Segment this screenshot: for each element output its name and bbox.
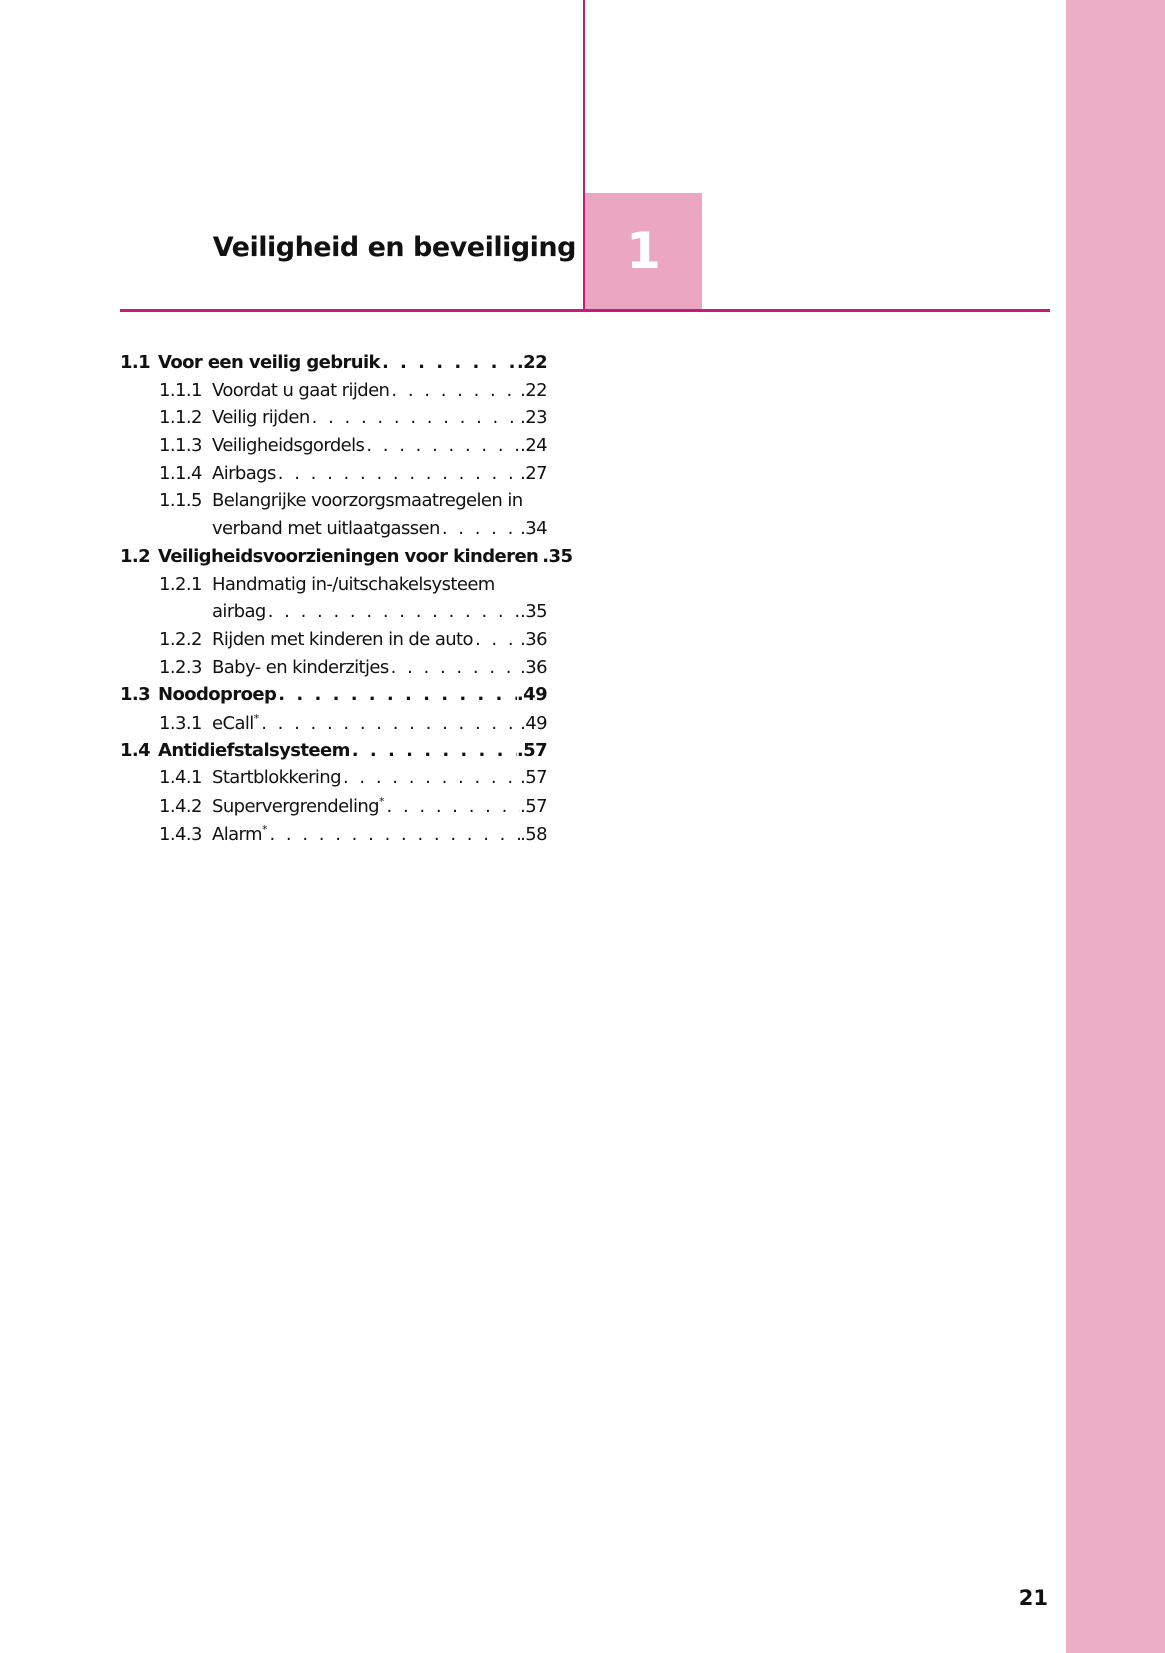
toc-entry-label: Supervergrendeling: [212, 796, 379, 817]
dot-leader: [389, 657, 521, 678]
toc-entry-page: .35: [520, 601, 547, 623]
optional-equipment-marker: *: [379, 795, 385, 808]
toc-entry-label: eCall: [212, 712, 254, 734]
chapter-number-box: [585, 193, 702, 309]
optional-equipment-marker: *: [253, 711, 260, 725]
toc-entry-number: 1.1.5: [159, 490, 202, 512]
toc-entry-label-continued: airbag: [212, 601, 266, 623]
toc-entry-1-1-3[interactable]: [120, 435, 547, 463]
toc-entry-label: Alarm: [212, 823, 262, 845]
toc-entry-label: Belangrijke voorzorgsmaatregelen in: [212, 490, 523, 512]
toc-entry-1-1-5[interactable]: [120, 490, 547, 518]
toc-entry-number: 1.2.3: [159, 656, 202, 678]
toc-entry-1-1-5-continued[interactable]: [120, 518, 547, 546]
toc-entry-page: .36: [520, 628, 547, 650]
toc-entry-1-4-3[interactable]: [120, 823, 547, 851]
toc-entry-number: 1.4.3: [159, 823, 202, 845]
toc-entry-label: Voordat u gaat rijden: [212, 379, 390, 401]
toc-entry-1-1-2[interactable]: [120, 407, 547, 435]
toc-entry-number: 1.3: [120, 684, 151, 706]
toc-entry-number: 1.1.3: [159, 435, 202, 457]
toc-entry-label: Veilig rijden: [212, 407, 310, 429]
toc-entry-number: 1.1.4: [159, 462, 202, 484]
toc-entry-1-2-1[interactable]: [120, 574, 547, 602]
toc-entry-1-2[interactable]: [120, 545, 573, 574]
toc-entry-number: 1.1.1: [159, 379, 202, 401]
dot-leader: [259, 713, 520, 734]
dot-leader: [380, 352, 517, 373]
toc-entry-page: .49: [520, 712, 547, 734]
toc-entry-number: 1.4: [120, 739, 151, 761]
toc-entry-1-1[interactable]: [120, 352, 547, 380]
toc-entry-number: 1.1.2: [159, 407, 202, 429]
toc-entry-1-4-1[interactable]: [120, 767, 547, 795]
dot-leader: [350, 740, 517, 761]
toc-entry-number: 1.2.1: [159, 573, 202, 595]
toc-entry-page: .36: [520, 656, 547, 678]
toc-entry-number: 1.2: [120, 545, 151, 567]
toc-entry-label: Handmatig in-/uitschakelsysteem: [212, 573, 495, 595]
toc-entry-1-4-2[interactable]: [120, 795, 547, 823]
toc-entry-page: .22: [520, 379, 547, 401]
toc-entry-page: .49: [516, 684, 547, 706]
toc-entry-1-3[interactable]: [120, 684, 547, 712]
toc-entry-label: Startblokkering: [212, 767, 341, 789]
toc-entry-page: .57: [516, 739, 547, 761]
toc-entry-page: .27: [520, 462, 547, 484]
toc-entry-number: 1.1: [120, 352, 151, 373]
toc-entry-page: .24: [520, 435, 547, 457]
toc-entry-number: 1.4.1: [159, 767, 202, 789]
toc-entry-label: Veiligheidsvoorzieningen voor kinderen: [158, 545, 539, 567]
toc-entry-label: Rijden met kinderen in de auto: [212, 628, 473, 650]
toc-entry-1-3-1[interactable]: [120, 712, 547, 740]
toc-entry-label: Veiligheidsgordels: [212, 435, 365, 457]
toc-entry-number: 1.3.1: [159, 712, 202, 734]
table-of-contents: [120, 352, 573, 850]
toc-entry-label: Airbags: [212, 462, 276, 484]
chapter-number: 1: [626, 222, 661, 280]
toc-entry-label-wrap: [212, 823, 267, 845]
toc-entry-page: .23: [520, 407, 547, 429]
toc-entry-label-continued: verband met uitlaatgassen: [212, 518, 440, 540]
toc-entry-number: 1.2.2: [159, 628, 202, 650]
dot-leader: [385, 796, 521, 817]
header-rule: [120, 309, 1050, 312]
dot-leader: [389, 380, 520, 401]
dot-leader: [266, 601, 520, 622]
toc-entry-page: .57: [520, 767, 547, 789]
dot-leader: [440, 518, 520, 539]
dot-leader: [267, 824, 520, 845]
toc-entry-label-wrap: [212, 795, 385, 817]
dot-leader: [276, 463, 520, 484]
toc-entry-page: .57: [520, 796, 547, 817]
toc-entry-page: .34: [520, 518, 547, 540]
dot-leader: [341, 767, 520, 788]
toc-entry-page: .22: [516, 352, 547, 373]
optional-equipment-marker: *: [261, 822, 268, 836]
toc-entry-number: 1.4.2: [159, 796, 202, 817]
toc-entry-1-2-2[interactable]: [120, 629, 547, 657]
toc-entry-page: .58: [520, 823, 547, 845]
toc-entry-label: Baby- en kinderzitjes: [212, 656, 389, 678]
dot-leader: [310, 407, 521, 428]
toc-entry-1-1-1[interactable]: [120, 380, 547, 408]
page-number: 21: [1018, 1586, 1048, 1610]
chapter-side-tab: [1066, 0, 1165, 1653]
toc-entry-1-2-1-continued[interactable]: [120, 601, 547, 629]
dot-leader: [473, 629, 520, 650]
toc-entry-1-2-3[interactable]: [120, 657, 547, 685]
dot-leader: [364, 435, 520, 456]
toc-entry-label: Voor een veilig gebruik: [158, 352, 380, 373]
toc-entry-label-wrap: [212, 712, 259, 734]
toc-entry-label: Noodoproep: [158, 684, 277, 706]
chapter-title: Veiligheid en beveiliging: [212, 232, 576, 263]
dot-leader: [276, 684, 517, 705]
toc-entry-1-1-4[interactable]: [120, 463, 547, 491]
toc-entry-label: Antidiefstalsysteem: [158, 739, 350, 761]
toc-entry-1-4[interactable]: [120, 740, 547, 768]
toc-entry-page: .35: [542, 545, 573, 567]
